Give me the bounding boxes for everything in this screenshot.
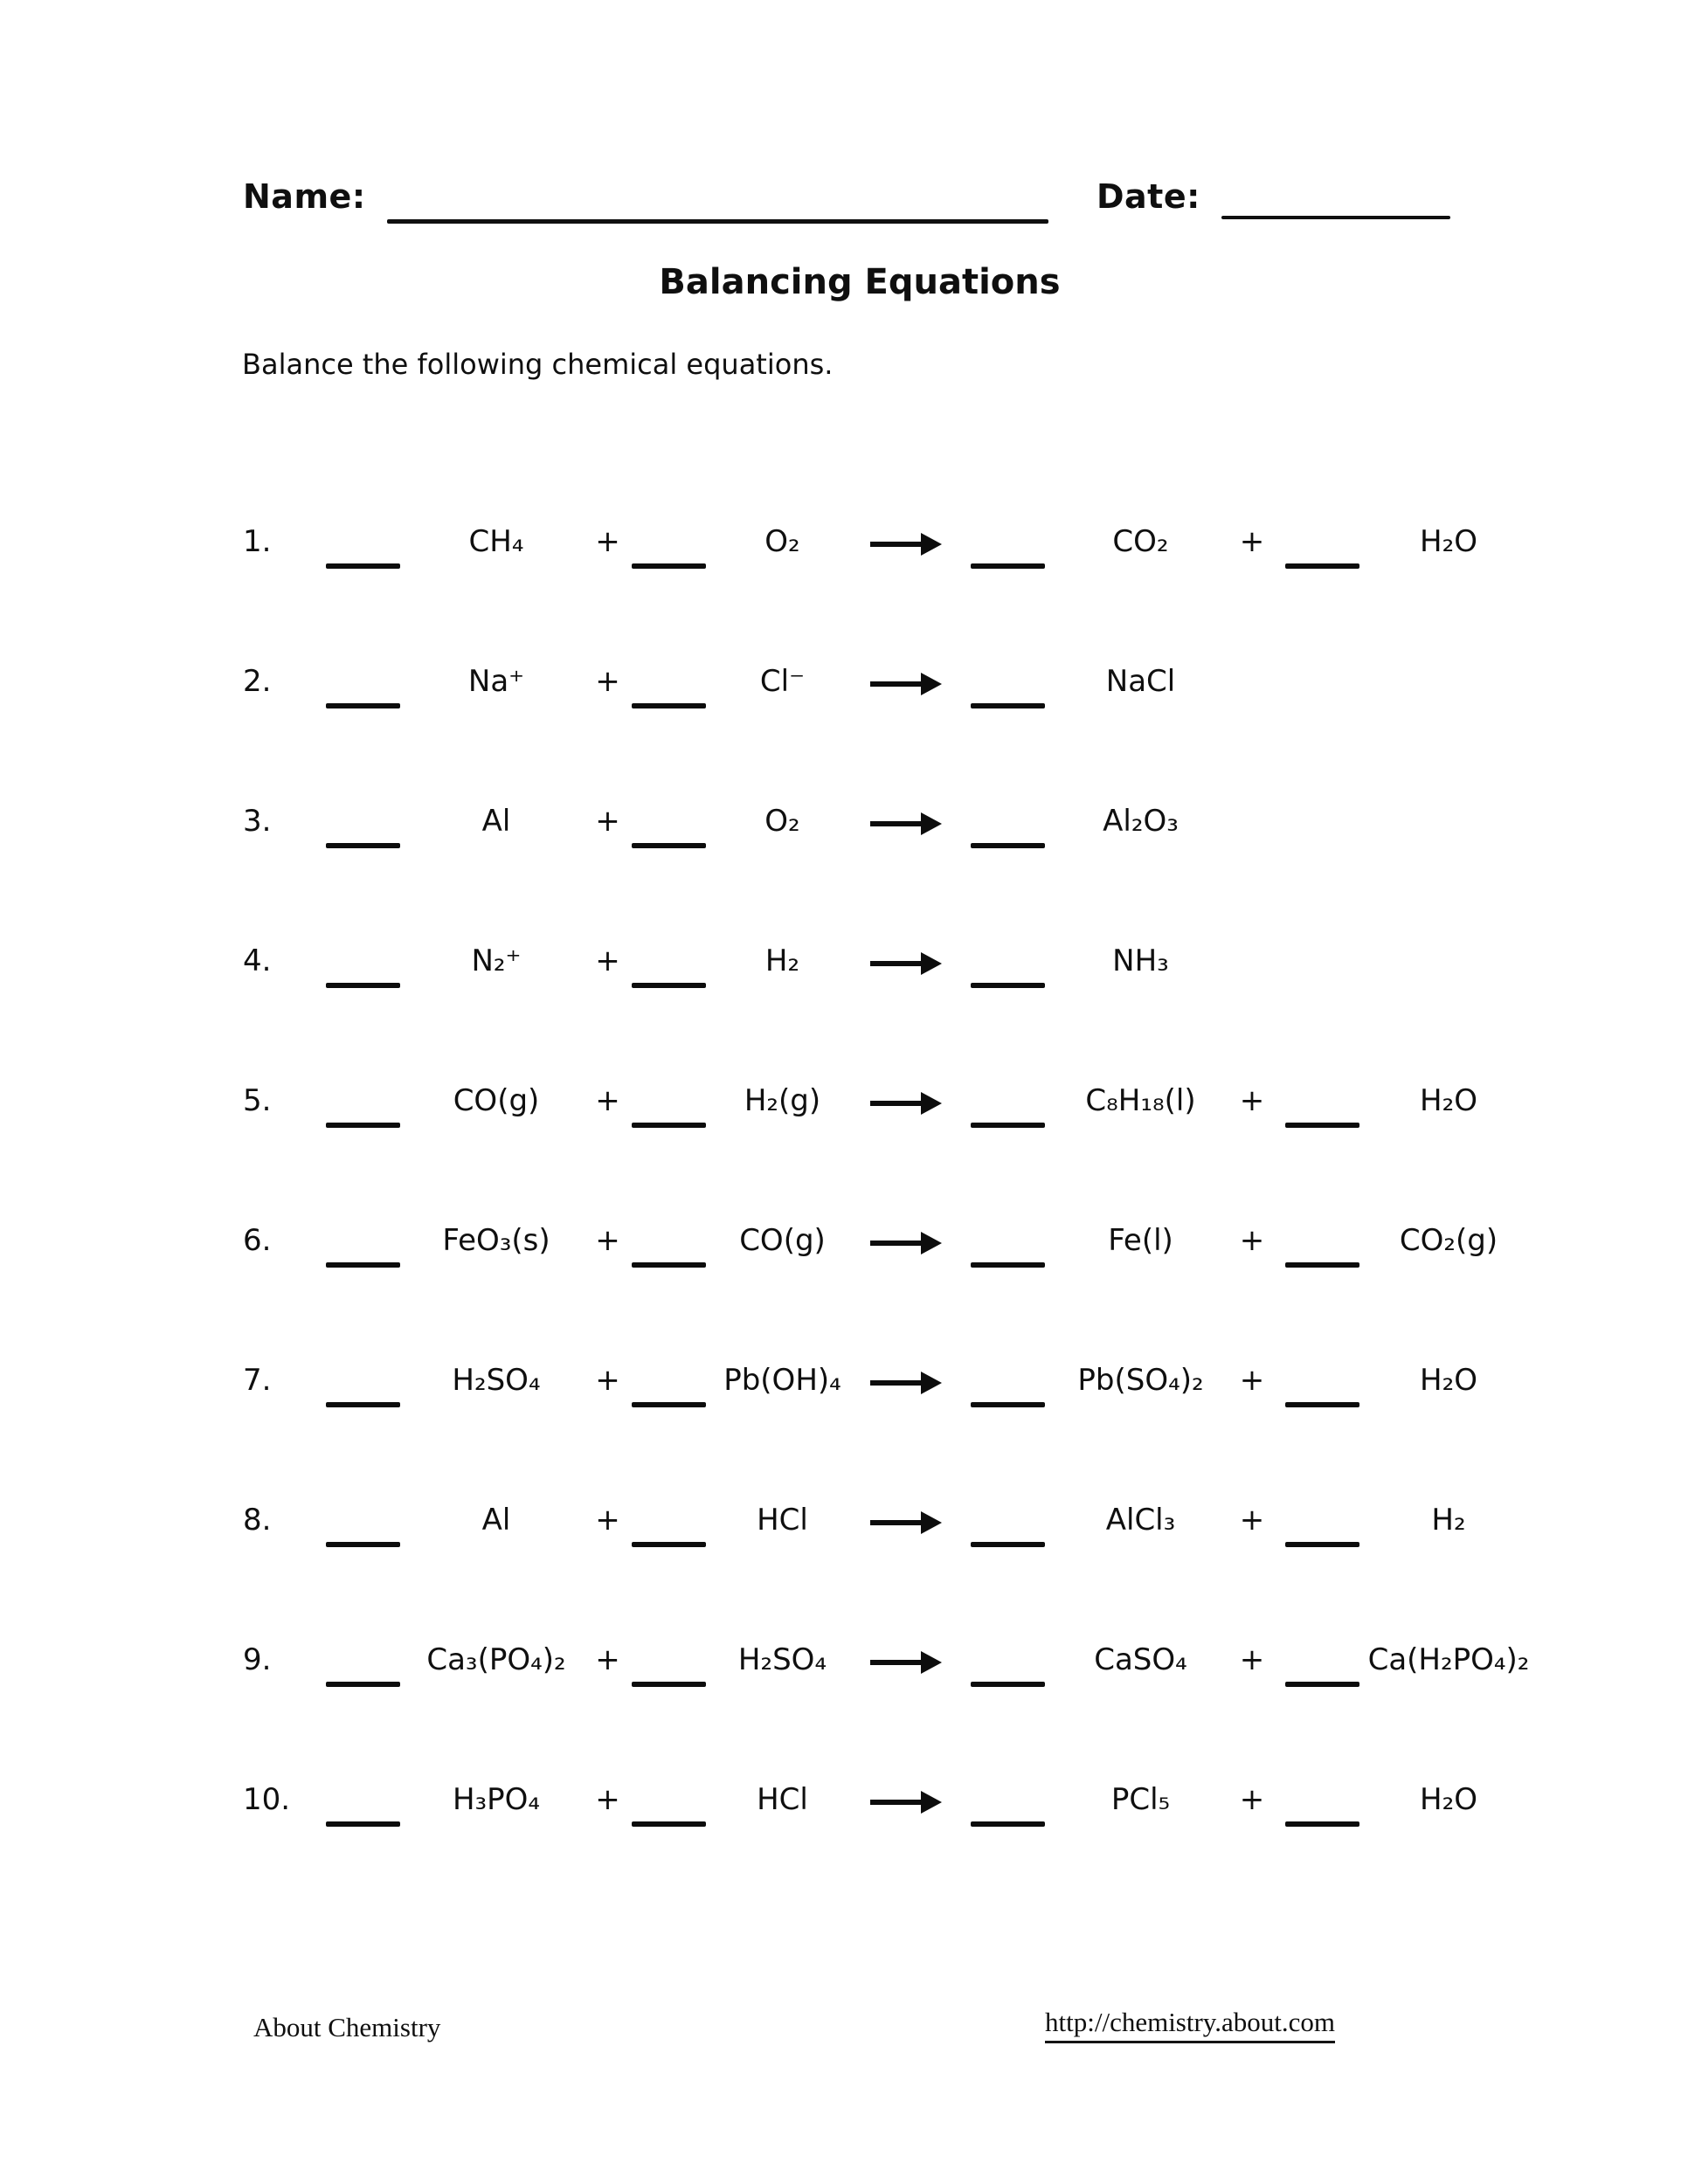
equation-row — [243, 936, 1688, 1076]
yields-arrow-icon — [854, 1216, 959, 1258]
reactant-2-formula: HCl — [757, 1782, 808, 1817]
coefficient-blank-2[interactable] — [627, 517, 710, 569]
yields-arrow-icon — [854, 1635, 959, 1677]
yields-arrow-icon — [854, 1775, 959, 1817]
coefficient-blank-3[interactable] — [959, 797, 1055, 848]
equation-row — [243, 1635, 1688, 1775]
plus-sign: + — [595, 664, 620, 699]
date-answer-line[interactable] — [1221, 216, 1450, 219]
reactant-1-formula: CH₄ — [468, 524, 524, 559]
product-1-formula: C₈H₁₈(l) — [1085, 1083, 1196, 1118]
product-2-formula: CO₂(g) — [1399, 1223, 1498, 1258]
coefficient-blank-4[interactable] — [1278, 1775, 1366, 1827]
equation-number: 4. — [243, 943, 272, 978]
plus-sign: + — [595, 1782, 620, 1817]
reactant-2-formula: H₂(g) — [744, 1083, 821, 1118]
coefficient-blank-2[interactable] — [627, 936, 710, 988]
yields-arrow-icon — [854, 1496, 959, 1538]
equation-number: 6. — [243, 1223, 272, 1258]
equation-row — [243, 1496, 1688, 1635]
coefficient-blank-3[interactable] — [959, 1496, 1055, 1547]
coefficient-blank-3[interactable] — [959, 1076, 1055, 1128]
equation-number: 1. — [243, 524, 272, 559]
product-2-formula: H₂ — [1431, 1503, 1466, 1538]
equation-number: 10. — [243, 1782, 291, 1817]
footer-link[interactable]: http://chemistry.about.com — [1045, 2007, 1335, 2043]
plus-sign: + — [1239, 1782, 1265, 1817]
equation-row — [243, 657, 1688, 797]
reactant-2-formula: HCl — [757, 1503, 808, 1538]
reactant-1-formula: H₂SO₄ — [452, 1363, 541, 1398]
reactant-1-formula: Ca₃(PO₄)₂ — [426, 1642, 566, 1677]
reactant-1-formula: Al — [481, 804, 511, 839]
coefficient-blank-2[interactable] — [627, 1216, 710, 1268]
yields-arrow-icon — [854, 517, 959, 559]
equation-row — [243, 1356, 1688, 1496]
product-2-formula: Ca(H₂PO₄)₂ — [1367, 1642, 1530, 1677]
reactant-2-formula: O₂ — [764, 804, 800, 839]
coefficient-blank-1[interactable] — [322, 936, 405, 988]
product-2-formula — [1366, 936, 1532, 943]
reactant-2-formula: H₂ — [764, 943, 800, 978]
equation-number: 2. — [243, 664, 272, 699]
coefficient-blank-1[interactable] — [322, 1635, 405, 1687]
plus-sign: + — [1239, 1503, 1265, 1538]
coefficient-blank-4[interactable] — [1278, 1635, 1366, 1687]
coefficient-blank-1[interactable] — [322, 517, 405, 569]
coefficient-blank-3[interactable] — [959, 517, 1055, 569]
plus-sign: + — [595, 1083, 620, 1118]
equation-list — [0, 517, 1688, 1915]
product-1-formula: Al₂O₃ — [1103, 804, 1179, 839]
plus-sign: + — [595, 524, 620, 559]
coefficient-blank-4[interactable] — [1278, 1076, 1366, 1128]
product-1-formula: CO₂ — [1112, 524, 1169, 559]
equation-row — [243, 1216, 1688, 1356]
coefficient-blank-1[interactable] — [322, 1496, 405, 1547]
product-1-formula: Pb(SO₄)₂ — [1077, 1363, 1204, 1398]
coefficient-blank-1[interactable] — [322, 657, 405, 708]
coefficient-blank-2[interactable] — [627, 797, 710, 848]
plus-sign: + — [595, 1503, 620, 1538]
coefficient-blank-3[interactable] — [959, 1216, 1055, 1268]
coefficient-blank-1[interactable] — [322, 1216, 405, 1268]
product-2-formula: H₂O — [1420, 524, 1477, 559]
plus-sign: + — [595, 804, 620, 839]
coefficient-blank-4[interactable] — [1278, 517, 1366, 569]
coefficient-blank-2[interactable] — [627, 1775, 710, 1827]
coefficient-blank-4[interactable] — [1278, 1496, 1366, 1547]
product-2-formula: H₂O — [1420, 1083, 1477, 1118]
yields-arrow-icon — [854, 1076, 959, 1118]
reactant-2-formula: O₂ — [764, 524, 800, 559]
reactant-2-formula: Cl⁻ — [759, 664, 806, 699]
equation-row — [243, 797, 1688, 936]
reactant-1-formula: H₃PO₄ — [452, 1782, 541, 1817]
reactant-1-formula: CO(g) — [453, 1083, 540, 1118]
plus-sign: + — [1239, 1363, 1265, 1398]
reactant-1-formula: FeO₃(s) — [442, 1223, 550, 1258]
reactant-2-formula: Pb(OH)₄ — [723, 1363, 841, 1398]
coefficient-blank-3[interactable] — [959, 1635, 1055, 1687]
plus-sign: + — [1239, 1223, 1265, 1258]
name-label: Name: — [243, 177, 366, 216]
plus-sign: + — [595, 943, 620, 978]
coefficient-blank-2[interactable] — [627, 1635, 710, 1687]
product-1-formula: Fe(l) — [1108, 1223, 1173, 1258]
reactant-1-formula: N₂⁺ — [471, 943, 522, 978]
yields-arrow-icon — [854, 936, 959, 978]
product-1-formula: AlCl₃ — [1105, 1503, 1176, 1538]
coefficient-blank-4[interactable] — [1278, 1216, 1366, 1268]
coefficient-blank-1[interactable] — [322, 1775, 405, 1827]
equation-row — [243, 1076, 1688, 1216]
equation-number: 9. — [243, 1642, 272, 1677]
yields-arrow-icon — [854, 797, 959, 839]
coefficient-blank-2[interactable] — [627, 1356, 710, 1407]
coefficient-blank-3[interactable] — [959, 1775, 1055, 1827]
yields-arrow-icon — [854, 1356, 959, 1398]
plus-sign: + — [1239, 524, 1265, 559]
reactant-2-formula: H₂SO₄ — [737, 1642, 827, 1677]
product-1-formula: PCl₅ — [1110, 1782, 1171, 1817]
page-title: Balancing Equations — [659, 262, 1061, 302]
equation-number: 5. — [243, 1083, 272, 1118]
reactant-1-formula: Na⁺ — [467, 664, 525, 699]
plus-sign: + — [595, 1223, 620, 1258]
product-2-formula — [1366, 797, 1532, 804]
date-label: Date: — [1097, 177, 1200, 216]
equation-number: 7. — [243, 1363, 272, 1398]
equation-row — [243, 1775, 1688, 1915]
coefficient-blank-1[interactable] — [322, 1356, 405, 1407]
equation-row — [243, 517, 1688, 657]
product-2-formula — [1366, 657, 1532, 664]
product-2-formula: H₂O — [1420, 1782, 1477, 1817]
product-2-formula: H₂O — [1420, 1363, 1477, 1398]
equation-number: 3. — [243, 804, 272, 839]
coefficient-blank-3[interactable] — [959, 1356, 1055, 1407]
product-1-formula: NaCl — [1105, 664, 1176, 699]
instruction-text: Balance the following chemical equations. — [242, 348, 834, 381]
coefficient-blank-2[interactable] — [627, 1076, 710, 1128]
plus-sign: + — [1239, 1642, 1265, 1677]
equation-number: 8. — [243, 1503, 272, 1538]
name-answer-line[interactable] — [387, 219, 1048, 224]
plus-sign: + — [595, 1363, 620, 1398]
coefficient-blank-4[interactable] — [1278, 1356, 1366, 1407]
reactant-1-formula: Al — [481, 1503, 511, 1538]
product-1-formula: CaSO₄ — [1094, 1642, 1187, 1677]
coefficient-blank-1[interactable] — [322, 1076, 405, 1128]
coefficient-blank-1[interactable] — [322, 797, 405, 848]
coefficient-blank-2[interactable] — [627, 1496, 710, 1547]
yields-arrow-icon — [854, 657, 959, 699]
product-1-formula: NH₃ — [1112, 943, 1169, 978]
coefficient-blank-2[interactable] — [627, 657, 710, 708]
plus-sign: + — [595, 1642, 620, 1677]
coefficient-blank-3[interactable] — [959, 657, 1055, 708]
coefficient-blank-3[interactable] — [959, 936, 1055, 988]
plus-sign: + — [1239, 1083, 1265, 1118]
footer-brand: About Chemistry — [253, 2012, 441, 2042]
reactant-2-formula: CO(g) — [739, 1223, 826, 1258]
